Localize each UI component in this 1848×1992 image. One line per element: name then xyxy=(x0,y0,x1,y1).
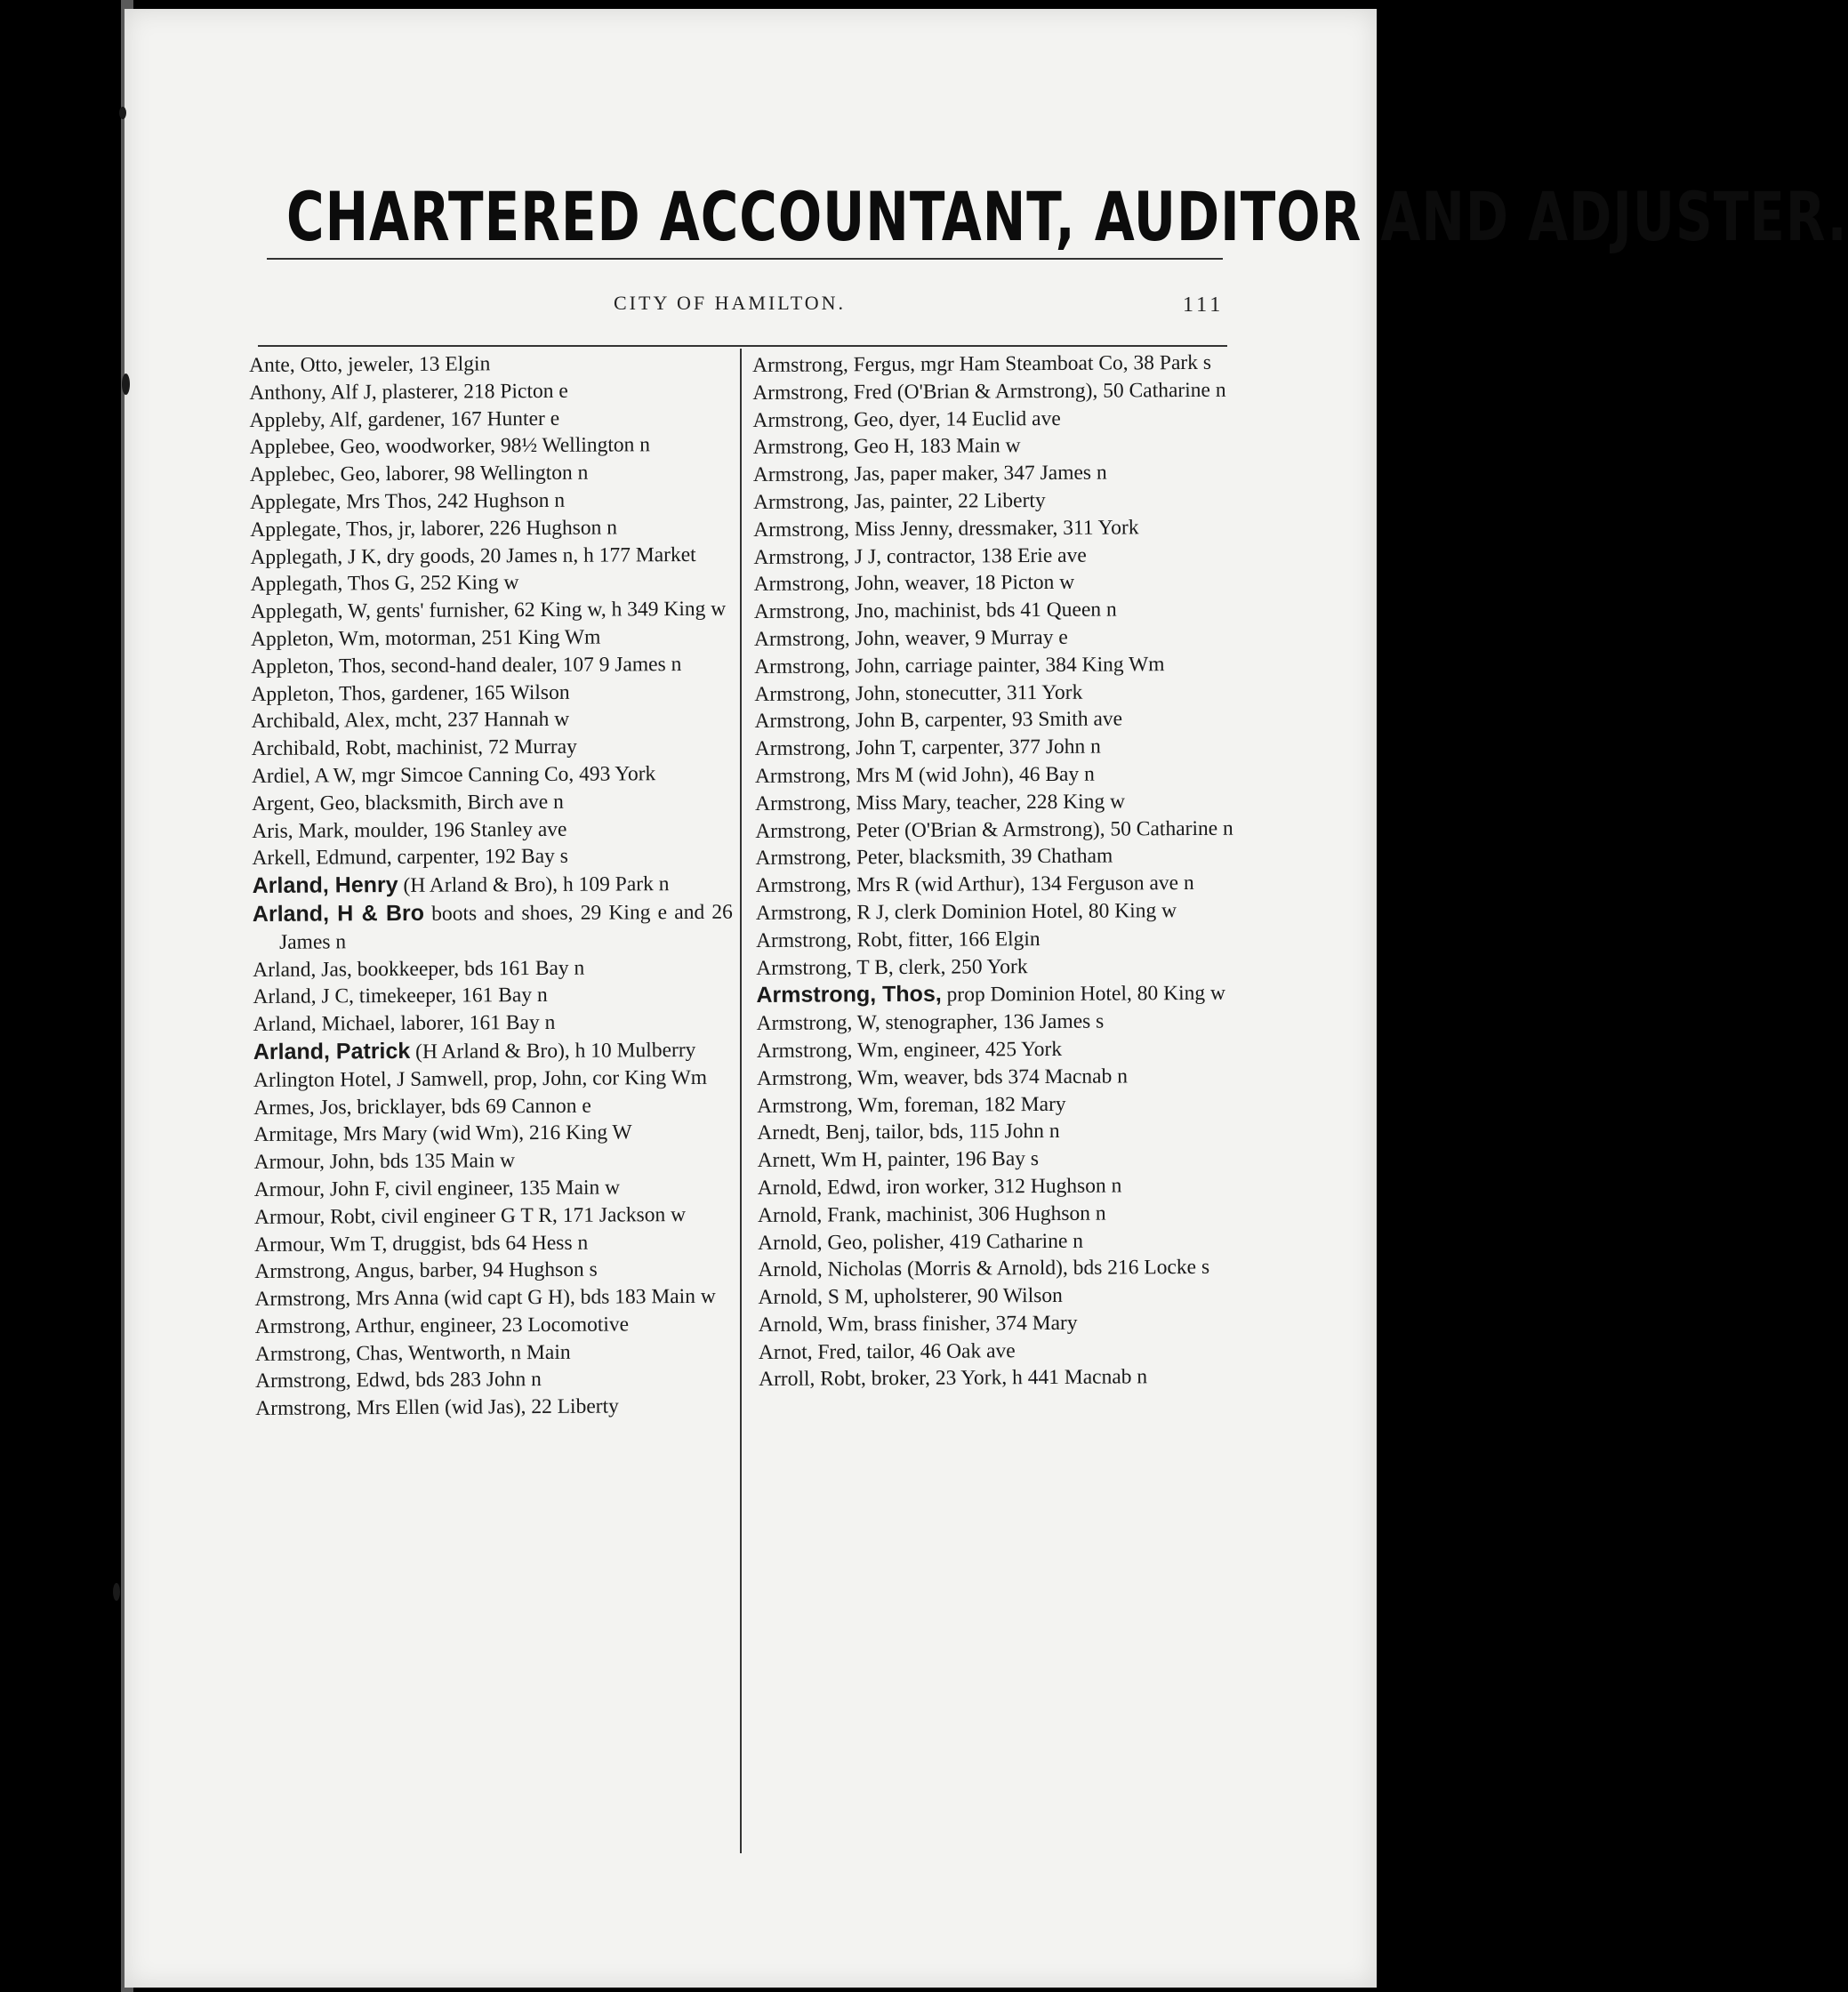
entry-text: Arnedt, Benj, tailor, bds, 115 John n xyxy=(757,1120,1060,1145)
directory-entry xyxy=(754,596,1234,626)
entry-text: Armour, John, bds 135 Main w xyxy=(253,1149,516,1175)
entry-text: Arlington Hotel, J Samwell, prop, John, cor King Wm xyxy=(253,1065,708,1092)
directory-entry xyxy=(754,705,1234,735)
entry-text: Armstrong, W, stenographer, 136 James s xyxy=(756,1009,1105,1036)
directory-entry xyxy=(255,1393,735,1423)
directory-entry xyxy=(757,1089,1237,1120)
entry-text: Applegath, J K, dry goods, 20 James n, h 177 Market xyxy=(250,542,696,569)
directory-entry xyxy=(758,1281,1238,1312)
entry-text: (H Arland & Bro), h 109 Park n xyxy=(398,872,670,898)
entry-text: Ante, Otto, jeweler, 13 Elgin xyxy=(249,352,491,377)
directory-entry xyxy=(755,842,1235,872)
entry-text: Appleton, Thos, second-hand dealer, 107 9 James n xyxy=(251,652,682,679)
entry-text: Armes, Jos, bricklayer, bds 69 Cannon e xyxy=(253,1094,591,1120)
directory-entry xyxy=(758,1226,1238,1257)
directory-entry xyxy=(755,787,1235,817)
column-divider xyxy=(740,349,742,1853)
directory-entry xyxy=(752,376,1233,406)
entry-text: Armstrong, Mrs Anna (wid capt G H), bds 183 Main w xyxy=(254,1284,716,1312)
entry-bold-name: Arland, H & Bro xyxy=(252,900,425,927)
directory-entry xyxy=(758,1172,1238,1202)
directory-entry xyxy=(756,952,1236,982)
running-head: CITY OF HAMILTON. xyxy=(614,292,847,314)
directory-entry xyxy=(255,1365,735,1395)
ink-speck xyxy=(122,374,130,395)
directory-entry xyxy=(756,924,1236,954)
entry-text: Armstrong, T B, clerk, 250 York xyxy=(756,954,1028,980)
directory-entry xyxy=(253,981,733,1011)
entry-text: Arnold, Wm, brass finisher, 374 Mary xyxy=(758,1311,1078,1337)
entry-bold-name: Arland, Henry xyxy=(252,872,398,899)
directory-entry xyxy=(253,1064,734,1094)
directory-entry xyxy=(754,568,1234,598)
directory-entry xyxy=(252,787,732,817)
ink-speck xyxy=(113,1583,120,1601)
directory-entry xyxy=(251,705,731,735)
directory-entry xyxy=(759,1309,1239,1339)
directory-entry xyxy=(755,733,1235,763)
entry-text: Aris, Mark, moulder, 196 Stanley ave xyxy=(252,817,567,843)
entry-text: Argent, Geo, blacksmith, Birch ave n xyxy=(252,790,564,815)
entry-text: Armstrong, Mrs M (wid John), 46 Bay n xyxy=(754,762,1095,788)
entry-text: Armstrong, Jas, painter, 22 Liberty xyxy=(752,488,1046,514)
directory-entry xyxy=(755,760,1235,791)
entry-text: Armstrong, Chas, Wentworth, n Main xyxy=(254,1340,571,1366)
directory-entry xyxy=(756,897,1236,928)
directory-entry xyxy=(757,1145,1237,1175)
headline-rule xyxy=(267,258,1223,260)
entry-text: Arnot, Fred, tailor, 46 Oak ave xyxy=(758,1338,1016,1364)
directory-entry xyxy=(754,623,1234,654)
directory-entry xyxy=(255,1311,735,1341)
entry-text: Arnold, S M, upholsterer, 90 Wilson xyxy=(758,1283,1063,1310)
directory-entry xyxy=(254,1228,735,1258)
directory-entry xyxy=(758,1199,1238,1229)
directory-entry xyxy=(753,459,1233,489)
entry-text: Armstrong, Jas, paper maker, 347 James n xyxy=(752,461,1107,487)
directory-entry xyxy=(250,459,730,489)
entry-text: Ardiel, A W, mgr Simcoe Canning Co, 493 York xyxy=(251,762,656,788)
entry-text: Armstrong, Geo H, 183 Main w xyxy=(752,434,1021,460)
entry-text: Armstrong, Wm, engineer, 425 York xyxy=(756,1037,1063,1063)
entry-text: Arroll, Robt, broker, 23 York, h 441 Macnab n xyxy=(758,1365,1148,1392)
directory-entry xyxy=(753,513,1233,543)
directory-entry xyxy=(251,650,731,680)
directory-entry xyxy=(253,1146,734,1177)
directory-entry xyxy=(251,623,731,654)
directory-entry xyxy=(253,1036,734,1067)
entry-text: Armstrong, John B, carpenter, 93 Smith ave xyxy=(754,707,1123,734)
entry-text: Arland, Michael, laborer, 161 Bay n xyxy=(253,1011,556,1037)
entry-text: Armstrong, Miss Jenny, dressmaker, 311 York xyxy=(753,516,1139,542)
entry-text: Applegath, W, gents' furnisher, 62 King w, h 349 King w xyxy=(250,597,727,624)
entry-text: Armstrong, Arthur, engineer, 23 Locomotive xyxy=(254,1313,630,1338)
directory-entry xyxy=(759,1363,1239,1394)
advertisement-headline: CHARTERED ACCOUNTANT, AUDITOR AND ADJUSTER. xyxy=(286,178,1848,257)
entry-text: Armitage, Mrs Mary (wid Wm), 216 King W xyxy=(253,1120,632,1147)
directory-entry xyxy=(757,1062,1237,1092)
entry-text: Arland, Jas, bookkeeper, bds 161 Bay n xyxy=(253,956,585,982)
page-number: 111 xyxy=(1183,293,1225,317)
entry-text: Armstrong, John, weaver, 18 Picton w xyxy=(753,571,1075,597)
directory-entry xyxy=(755,815,1235,845)
entry-text: Appleby, Alf, gardener, 167 Hunter e xyxy=(249,406,560,432)
directory-entry xyxy=(253,870,733,901)
entry-text: Armstrong, Peter (O'Brian & Armstrong), 50 Catharine n xyxy=(755,816,1233,843)
entry-text: Armstrong, Jno, machinist, bds 41 Queen n xyxy=(753,598,1117,624)
directory-entry xyxy=(250,486,730,517)
entry-text: Armstrong, Mrs R (wid Arthur), 134 Ferguson ave n xyxy=(755,872,1194,898)
directory-entry xyxy=(253,1008,734,1039)
entry-text: Applebee, Geo, woodworker, 98½ Wellington n xyxy=(249,433,651,460)
directory-entry xyxy=(251,678,731,708)
directory-entry xyxy=(250,431,730,462)
directory-entry xyxy=(254,1256,735,1286)
directory-entry xyxy=(756,979,1236,1010)
directory-entry xyxy=(754,678,1234,708)
entry-text: Archibald, Alex, mcht, 237 Hannah w xyxy=(251,708,570,734)
entry-text: (H Arland & Bro), h 10 Mulberry xyxy=(410,1038,696,1064)
directory-entry xyxy=(253,898,733,957)
entry-text: Anthony, Alf J, plasterer, 218 Picton e xyxy=(249,379,568,405)
directory-entry xyxy=(253,1119,734,1149)
directory-entry xyxy=(759,1336,1239,1366)
directory-entry xyxy=(757,1117,1237,1147)
entry-text: Armstrong, Fred (O'Brian & Armstrong), 50 Catharine n xyxy=(752,378,1226,405)
directory-entry xyxy=(250,513,730,543)
directory-entry xyxy=(252,760,732,791)
entry-text: Armstrong, John, weaver, 9 Murray e xyxy=(753,625,1068,651)
entry-text: Armstrong, John T, carpenter, 377 John n xyxy=(754,735,1101,761)
directory-entry xyxy=(254,1283,735,1313)
directory-entry xyxy=(251,568,731,598)
directory-entry xyxy=(253,1091,734,1121)
entry-text: Armstrong, Angus, barber, 94 Hughson s xyxy=(254,1257,598,1284)
entry-text: Appleton, Wm, motorman, 251 King Wm xyxy=(250,625,601,651)
directory-entry xyxy=(255,1337,735,1368)
header-rule xyxy=(258,345,1227,347)
directory-entry xyxy=(754,650,1234,680)
directory-entry xyxy=(252,815,732,845)
directory-entry xyxy=(253,953,733,984)
directory-entry xyxy=(753,431,1233,462)
entry-text: Armstrong, Robt, fitter, 166 Elgin xyxy=(755,927,1041,952)
directory-entry xyxy=(254,1201,735,1231)
directory-entry xyxy=(250,541,730,571)
entry-text: Arnold, Frank, machinist, 306 Hughson n xyxy=(757,1201,1106,1227)
ink-speck xyxy=(119,107,126,119)
directory-entry xyxy=(758,1254,1238,1284)
directory-entry xyxy=(752,404,1233,434)
directory-entry xyxy=(252,733,732,763)
entry-text: Applegate, Thos, jr, laborer, 226 Hughson n xyxy=(250,516,618,542)
entry-text: Armstrong, John, carriage painter, 384 King Wm xyxy=(754,652,1165,679)
entry-text: Arnold, Edwd, iron worker, 312 Hughson n xyxy=(757,1174,1122,1200)
entry-text: Applegate, Mrs Thos, 242 Hughson n xyxy=(249,488,566,514)
entry-text: Armstrong, John, stonecutter, 311 York xyxy=(754,680,1083,706)
directory-entry xyxy=(753,541,1233,571)
directory-entry xyxy=(251,596,731,626)
entry-text: Armstrong, Wm, foreman, 182 Mary xyxy=(757,1092,1066,1118)
entry-text: Armstrong, Fergus, mgr Ham Steamboat Co, 38 Park s xyxy=(752,350,1212,377)
directory-entry xyxy=(249,349,729,380)
directory-entry xyxy=(757,1008,1237,1038)
directory-entry xyxy=(249,404,729,434)
entry-bold-name: Armstrong, Thos, xyxy=(756,982,942,1008)
entry-text: Armstrong, Mrs Ellen (wid Jas), 22 Liberty xyxy=(255,1394,619,1421)
entry-text: Armour, John F, civil engineer, 135 Main w xyxy=(253,1176,621,1201)
left-column xyxy=(249,349,735,1423)
entry-text: Applebec, Geo, laborer, 98 Wellington n xyxy=(249,461,589,487)
entry-text: Armour, Wm T, druggist, bds 64 Hess n xyxy=(254,1231,589,1257)
entry-text: Armstrong, Geo, dyer, 14 Euclid ave xyxy=(752,406,1061,432)
entry-bold-name: Arland, Patrick xyxy=(253,1038,411,1064)
directory-entry xyxy=(753,486,1233,517)
entry-text: Armstrong, Peter, blacksmith, 39 Chatham xyxy=(755,844,1113,871)
entry-text: Armstrong, Edwd, bds 283 John n xyxy=(254,1368,542,1394)
entry-text: Arnold, Nicholas (Morris & Arnold), bds 216 Locke s xyxy=(758,1256,1210,1282)
entry-text: Armstrong, Miss Mary, teacher, 228 King w xyxy=(755,790,1126,815)
entry-text: Arnett, Wm H, painter, 196 Bay s xyxy=(757,1147,1040,1173)
directory-entry xyxy=(756,870,1236,900)
entry-text: boots and shoes, 29 King e and 26 James n xyxy=(278,900,733,954)
entry-text: prop Dominion Hotel, 80 King w xyxy=(941,982,1226,1008)
entry-text: Armstrong, Wm, weaver, bds 374 Macnab n xyxy=(756,1064,1129,1090)
directory-entry xyxy=(249,376,729,406)
directory-entry xyxy=(752,349,1233,380)
entry-text: Armstrong, R J, clerk Dominion Hotel, 80 King w xyxy=(755,899,1177,925)
directory-entry xyxy=(757,1035,1237,1065)
entry-text: Arland, J C, timekeeper, 161 Bay n xyxy=(253,984,548,1009)
entry-text: Arkell, Edmund, carpenter, 192 Bay s xyxy=(252,845,568,871)
directory-entry xyxy=(252,842,732,872)
directory-entry xyxy=(254,1174,735,1204)
right-column xyxy=(752,349,1239,1394)
entry-text: Arnold, Geo, polisher, 419 Catharine n xyxy=(758,1229,1084,1255)
entry-text: Appleton, Thos, gardener, 165 Wilson xyxy=(251,680,570,706)
entry-text: Archibald, Robt, machinist, 72 Murray xyxy=(251,735,577,761)
entry-text: Armour, Robt, civil engineer G T R, 171 Jackson w xyxy=(253,1202,687,1229)
entry-text: Armstrong, J J, contractor, 138 Erie ave xyxy=(753,543,1087,569)
entry-text: Applegath, Thos G, 252 King w xyxy=(250,571,519,597)
